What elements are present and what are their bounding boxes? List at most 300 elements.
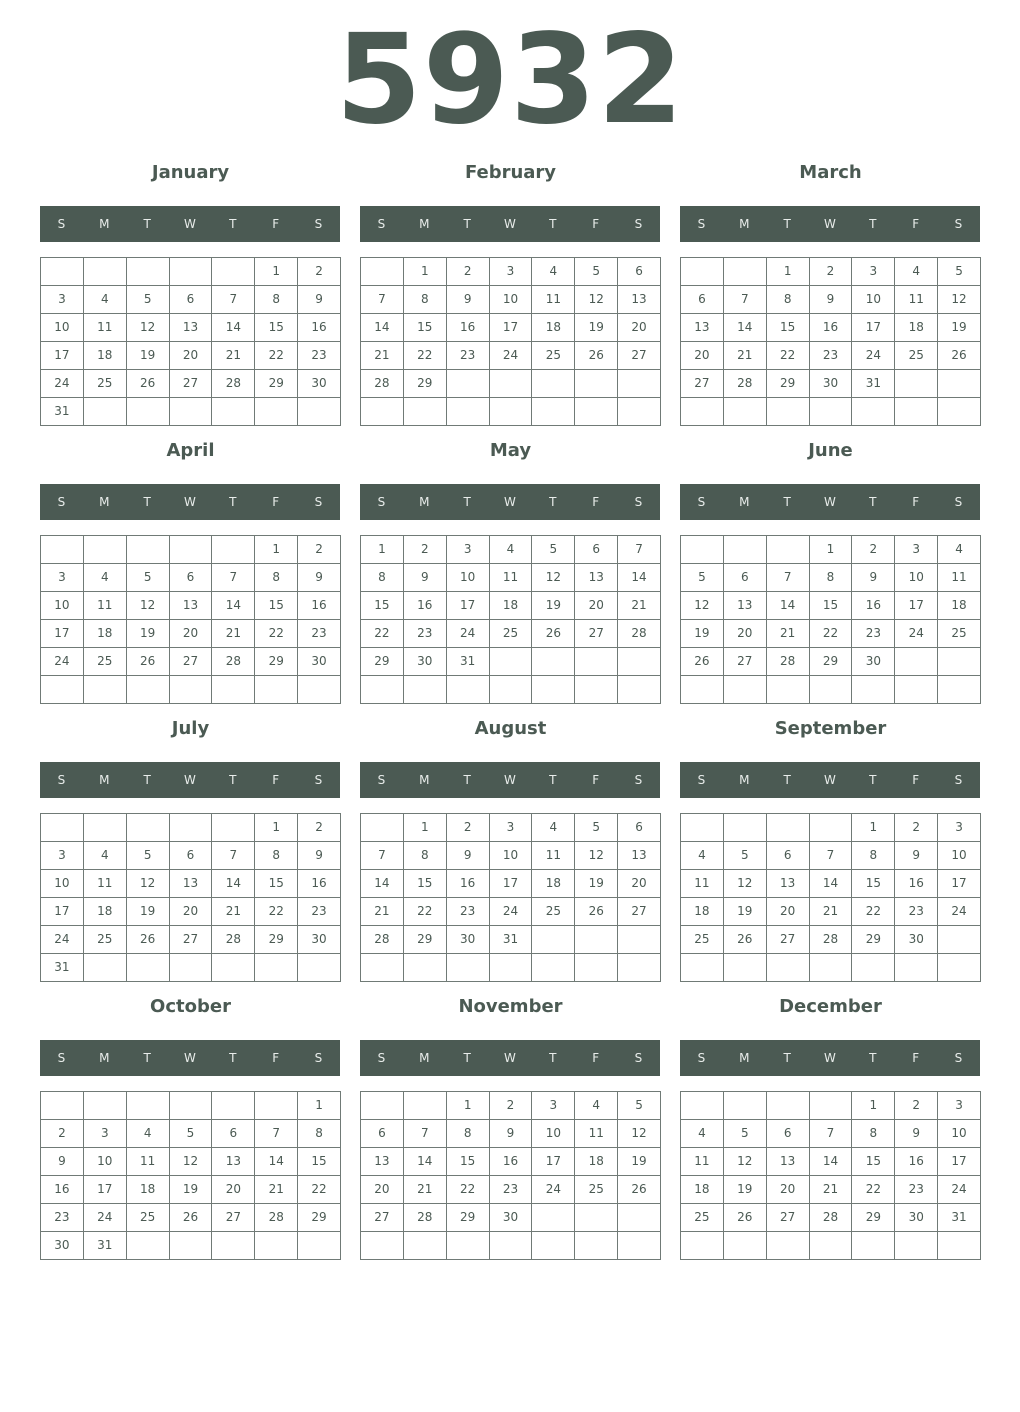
day-cell — [212, 1092, 255, 1120]
day-cell — [938, 370, 981, 398]
day-cell: 11 — [938, 564, 981, 592]
weekday-header — [680, 1040, 980, 1076]
day-cell: 5 — [127, 842, 170, 870]
day-cell — [84, 258, 127, 286]
day-cell: 8 — [255, 564, 298, 592]
day-cell: 25 — [681, 1204, 724, 1232]
day-cell: 27 — [724, 648, 767, 676]
day-cell: 25 — [575, 1176, 618, 1204]
day-cell — [532, 398, 575, 426]
day-cell: 19 — [127, 898, 170, 926]
day-cell: 24 — [41, 370, 84, 398]
day-cell: 3 — [895, 536, 938, 564]
day-cell: 13 — [575, 564, 618, 592]
month-name: March — [799, 162, 862, 183]
day-cell: 4 — [84, 564, 127, 592]
day-cell: 12 — [724, 870, 767, 898]
day-cell: 30 — [810, 370, 853, 398]
day-cell: 18 — [532, 870, 575, 898]
day-cell — [170, 1232, 213, 1260]
day-cell — [724, 814, 767, 842]
day-cell: 17 — [938, 870, 981, 898]
month-name: August — [474, 718, 547, 739]
day-cell — [767, 954, 810, 982]
weekday-label: S — [954, 217, 963, 231]
weekday-label: M — [739, 217, 750, 231]
day-cell: 22 — [852, 1176, 895, 1204]
day-cell — [575, 1232, 618, 1260]
day-cell: 7 — [361, 286, 404, 314]
day-cell: 6 — [212, 1120, 255, 1148]
day-cell: 16 — [895, 870, 938, 898]
day-cell — [618, 954, 661, 982]
weekday-label: S — [314, 495, 323, 509]
day-cell: 19 — [724, 1176, 767, 1204]
day-cell: 12 — [681, 592, 724, 620]
weekday-label: M — [739, 1051, 750, 1065]
day-cell: 20 — [212, 1176, 255, 1204]
day-cell: 17 — [41, 898, 84, 926]
day-cell: 23 — [895, 898, 938, 926]
day-cell: 25 — [84, 926, 127, 954]
day-cell: 29 — [255, 370, 298, 398]
day-cell: 10 — [490, 842, 533, 870]
day-cell — [127, 398, 170, 426]
day-cell — [404, 1232, 447, 1260]
weekday-label: W — [824, 217, 836, 231]
day-cell: 12 — [938, 286, 981, 314]
day-cell: 31 — [938, 1204, 981, 1232]
day-cell: 8 — [447, 1120, 490, 1148]
weekday-label: S — [314, 773, 323, 787]
day-cell: 28 — [212, 648, 255, 676]
day-cell: 30 — [852, 648, 895, 676]
day-cell: 27 — [212, 1204, 255, 1232]
day-cell: 1 — [852, 1092, 895, 1120]
day-cell: 1 — [298, 1092, 341, 1120]
day-cell: 9 — [895, 1120, 938, 1148]
day-cell: 9 — [404, 564, 447, 592]
day-cell: 12 — [170, 1148, 213, 1176]
day-cell: 10 — [938, 1120, 981, 1148]
day-cell: 2 — [852, 536, 895, 564]
day-cell: 16 — [447, 314, 490, 342]
day-cell — [170, 814, 213, 842]
weekday-label: T — [549, 495, 557, 509]
weekday-label: F — [912, 217, 920, 231]
day-cell: 9 — [447, 286, 490, 314]
month-name: November — [458, 996, 563, 1017]
weekday-label: T — [869, 217, 877, 231]
day-cell: 20 — [618, 314, 661, 342]
day-cell: 8 — [810, 564, 853, 592]
day-cell — [895, 398, 938, 426]
day-cell: 28 — [724, 370, 767, 398]
day-cell: 6 — [724, 564, 767, 592]
weekday-header — [40, 1040, 340, 1076]
weekday-label: F — [592, 773, 600, 787]
day-cell — [490, 954, 533, 982]
day-cell: 29 — [298, 1204, 341, 1232]
day-cell: 7 — [618, 536, 661, 564]
day-cell: 30 — [298, 648, 341, 676]
day-cell: 13 — [212, 1148, 255, 1176]
day-cell: 19 — [532, 592, 575, 620]
day-cell: 29 — [404, 926, 447, 954]
day-cell: 11 — [84, 314, 127, 342]
day-cell: 12 — [724, 1148, 767, 1176]
day-cell — [404, 676, 447, 704]
month-name: October — [150, 996, 231, 1017]
weekday-label: S — [954, 773, 963, 787]
day-cell — [938, 926, 981, 954]
weekday-header — [360, 762, 660, 798]
day-cell: 11 — [895, 286, 938, 314]
day-cell: 29 — [767, 370, 810, 398]
day-cell: 11 — [532, 286, 575, 314]
month-name: April — [166, 440, 215, 461]
day-cell: 1 — [447, 1092, 490, 1120]
day-cell: 24 — [490, 898, 533, 926]
day-cell — [767, 1232, 810, 1260]
day-cell: 26 — [575, 898, 618, 926]
day-cell: 7 — [404, 1120, 447, 1148]
day-cell: 28 — [618, 620, 661, 648]
day-cell: 23 — [298, 620, 341, 648]
day-cell: 15 — [298, 1148, 341, 1176]
day-cell — [618, 926, 661, 954]
day-cell: 17 — [532, 1148, 575, 1176]
weekday-label: T — [783, 1051, 791, 1065]
day-cell: 14 — [361, 314, 404, 342]
day-cell: 7 — [810, 842, 853, 870]
day-cell: 10 — [490, 286, 533, 314]
weekday-label: S — [377, 217, 386, 231]
day-cell: 29 — [810, 648, 853, 676]
day-cell: 20 — [767, 1176, 810, 1204]
weekday-label: T — [869, 495, 877, 509]
weekday-label: T — [229, 1051, 237, 1065]
day-cell — [767, 398, 810, 426]
day-cell: 8 — [298, 1120, 341, 1148]
day-cell — [724, 1232, 767, 1260]
day-cell: 21 — [212, 898, 255, 926]
day-cell: 7 — [212, 842, 255, 870]
day-cell: 29 — [361, 648, 404, 676]
day-cell: 9 — [41, 1148, 84, 1176]
day-cell: 28 — [361, 370, 404, 398]
day-cell: 13 — [170, 870, 213, 898]
day-cell — [212, 954, 255, 982]
day-cell: 14 — [810, 1148, 853, 1176]
day-cell — [490, 676, 533, 704]
day-cell: 26 — [681, 648, 724, 676]
day-cell: 24 — [895, 620, 938, 648]
day-cell — [852, 1232, 895, 1260]
day-cell: 13 — [767, 870, 810, 898]
weekday-header — [680, 206, 980, 242]
day-cell — [938, 648, 981, 676]
day-cell — [41, 1092, 84, 1120]
day-cell: 23 — [404, 620, 447, 648]
weekday-label: F — [912, 1051, 920, 1065]
day-cell: 14 — [255, 1148, 298, 1176]
day-cell: 18 — [84, 342, 127, 370]
day-cell: 31 — [41, 398, 84, 426]
day-cell: 12 — [127, 870, 170, 898]
day-cell: 5 — [127, 286, 170, 314]
weekday-label: T — [463, 773, 471, 787]
day-cell — [404, 954, 447, 982]
weekday-label: T — [463, 495, 471, 509]
day-cell: 24 — [490, 342, 533, 370]
day-cell: 3 — [84, 1120, 127, 1148]
day-cell: 23 — [447, 342, 490, 370]
weekday-label: T — [869, 773, 877, 787]
day-cell: 4 — [575, 1092, 618, 1120]
weekday-label: S — [57, 1051, 66, 1065]
day-cell: 23 — [298, 342, 341, 370]
day-cell — [447, 370, 490, 398]
day-cell: 21 — [404, 1176, 447, 1204]
weekday-label: F — [592, 495, 600, 509]
day-cell — [681, 1092, 724, 1120]
weekday-label: S — [954, 495, 963, 509]
weekday-label: M — [419, 495, 430, 509]
day-cell: 25 — [490, 620, 533, 648]
weekday-header — [360, 1040, 660, 1076]
day-cell: 14 — [767, 592, 810, 620]
day-cell: 20 — [170, 342, 213, 370]
day-cell — [767, 536, 810, 564]
day-grid — [360, 535, 661, 704]
day-cell — [84, 1092, 127, 1120]
weekday-header — [40, 206, 340, 242]
day-cell: 10 — [41, 870, 84, 898]
day-cell: 23 — [298, 898, 341, 926]
day-cell: 11 — [84, 592, 127, 620]
day-cell — [938, 954, 981, 982]
day-cell: 3 — [938, 1092, 981, 1120]
day-cell: 24 — [938, 898, 981, 926]
weekday-label: F — [272, 1051, 280, 1065]
day-cell: 27 — [618, 898, 661, 926]
day-cell: 11 — [575, 1120, 618, 1148]
day-cell: 21 — [810, 898, 853, 926]
day-cell — [532, 370, 575, 398]
weekday-label: T — [549, 217, 557, 231]
day-cell: 20 — [170, 620, 213, 648]
day-cell: 5 — [681, 564, 724, 592]
day-cell — [490, 1232, 533, 1260]
day-cell: 7 — [361, 842, 404, 870]
day-cell — [84, 536, 127, 564]
day-cell: 17 — [490, 870, 533, 898]
day-cell: 27 — [767, 1204, 810, 1232]
day-cell: 28 — [810, 1204, 853, 1232]
day-cell — [84, 954, 127, 982]
day-cell: 10 — [852, 286, 895, 314]
day-cell: 26 — [938, 342, 981, 370]
day-cell: 15 — [255, 314, 298, 342]
day-cell: 30 — [298, 370, 341, 398]
day-cell — [255, 1232, 298, 1260]
day-cell: 16 — [404, 592, 447, 620]
day-cell: 13 — [618, 286, 661, 314]
day-cell: 28 — [361, 926, 404, 954]
day-grid — [360, 257, 661, 426]
day-cell: 1 — [255, 536, 298, 564]
day-cell: 19 — [170, 1176, 213, 1204]
weekday-label: F — [592, 1051, 600, 1065]
day-cell: 4 — [84, 842, 127, 870]
day-cell: 4 — [532, 258, 575, 286]
weekday-label: T — [229, 495, 237, 509]
day-cell: 16 — [447, 870, 490, 898]
weekday-label: S — [377, 773, 386, 787]
day-cell — [298, 676, 341, 704]
weekday-label: F — [912, 773, 920, 787]
day-grid — [40, 813, 341, 982]
day-cell — [618, 676, 661, 704]
day-cell: 19 — [127, 342, 170, 370]
day-cell: 7 — [212, 564, 255, 592]
day-cell: 29 — [447, 1204, 490, 1232]
weekday-label: S — [697, 217, 706, 231]
day-cell — [895, 1232, 938, 1260]
weekday-label: S — [57, 217, 66, 231]
day-cell: 2 — [298, 258, 341, 286]
day-cell: 22 — [404, 342, 447, 370]
day-cell — [127, 814, 170, 842]
day-cell: 21 — [212, 620, 255, 648]
day-cell — [127, 676, 170, 704]
weekday-label: W — [504, 495, 516, 509]
day-cell: 5 — [724, 842, 767, 870]
day-cell: 4 — [895, 258, 938, 286]
day-cell: 6 — [681, 286, 724, 314]
day-cell — [532, 648, 575, 676]
day-cell — [681, 536, 724, 564]
day-cell — [767, 1092, 810, 1120]
day-cell — [618, 370, 661, 398]
day-cell: 30 — [298, 926, 341, 954]
day-cell: 21 — [361, 898, 404, 926]
day-cell: 12 — [618, 1120, 661, 1148]
day-cell: 17 — [84, 1176, 127, 1204]
day-cell — [895, 676, 938, 704]
day-cell: 24 — [938, 1176, 981, 1204]
day-cell — [361, 676, 404, 704]
day-cell: 28 — [810, 926, 853, 954]
day-cell: 5 — [724, 1120, 767, 1148]
day-cell: 18 — [532, 314, 575, 342]
day-cell: 22 — [810, 620, 853, 648]
day-cell — [532, 1232, 575, 1260]
day-cell — [298, 954, 341, 982]
day-cell: 29 — [852, 926, 895, 954]
day-cell — [810, 1232, 853, 1260]
day-cell: 25 — [895, 342, 938, 370]
day-cell: 18 — [895, 314, 938, 342]
day-cell: 1 — [255, 814, 298, 842]
day-cell: 28 — [404, 1204, 447, 1232]
day-cell — [938, 398, 981, 426]
weekday-label: S — [377, 1051, 386, 1065]
day-cell — [575, 398, 618, 426]
day-cell: 3 — [532, 1092, 575, 1120]
year-title: 5932 — [335, 8, 685, 152]
day-cell: 2 — [447, 258, 490, 286]
day-cell: 5 — [532, 536, 575, 564]
day-cell: 26 — [127, 648, 170, 676]
weekday-label: T — [869, 1051, 877, 1065]
day-cell: 27 — [361, 1204, 404, 1232]
day-cell: 18 — [84, 620, 127, 648]
day-cell: 2 — [490, 1092, 533, 1120]
day-cell — [212, 398, 255, 426]
day-cell: 16 — [490, 1148, 533, 1176]
day-cell: 19 — [724, 898, 767, 926]
day-cell: 8 — [404, 286, 447, 314]
day-cell: 22 — [404, 898, 447, 926]
day-cell: 29 — [404, 370, 447, 398]
day-cell: 22 — [255, 898, 298, 926]
day-cell: 6 — [170, 286, 213, 314]
day-cell: 6 — [170, 564, 213, 592]
day-cell: 13 — [724, 592, 767, 620]
weekday-label: W — [184, 1051, 196, 1065]
day-cell: 15 — [361, 592, 404, 620]
day-cell: 2 — [298, 814, 341, 842]
day-cell — [212, 536, 255, 564]
day-cell: 15 — [404, 870, 447, 898]
day-cell: 12 — [127, 314, 170, 342]
day-cell — [810, 398, 853, 426]
day-cell — [618, 648, 661, 676]
day-cell: 4 — [681, 842, 724, 870]
day-cell: 27 — [170, 926, 213, 954]
day-cell: 2 — [447, 814, 490, 842]
day-cell: 17 — [852, 314, 895, 342]
day-cell: 9 — [810, 286, 853, 314]
day-cell — [127, 1092, 170, 1120]
day-cell: 26 — [724, 1204, 767, 1232]
day-cell: 12 — [575, 842, 618, 870]
day-cell: 14 — [404, 1148, 447, 1176]
day-cell: 30 — [41, 1232, 84, 1260]
day-cell: 21 — [212, 342, 255, 370]
day-cell: 18 — [84, 898, 127, 926]
day-cell: 11 — [84, 870, 127, 898]
day-cell: 18 — [127, 1176, 170, 1204]
day-cell: 23 — [447, 898, 490, 926]
day-cell: 11 — [681, 1148, 724, 1176]
day-cell — [298, 1232, 341, 1260]
weekday-label: M — [739, 773, 750, 787]
day-cell — [127, 954, 170, 982]
day-cell — [681, 814, 724, 842]
weekday-label: T — [143, 217, 151, 231]
day-cell: 26 — [127, 926, 170, 954]
day-cell — [170, 1092, 213, 1120]
day-cell: 10 — [532, 1120, 575, 1148]
day-cell: 4 — [127, 1120, 170, 1148]
day-cell: 4 — [84, 286, 127, 314]
day-cell: 24 — [532, 1176, 575, 1204]
day-cell: 23 — [852, 620, 895, 648]
day-cell: 1 — [767, 258, 810, 286]
